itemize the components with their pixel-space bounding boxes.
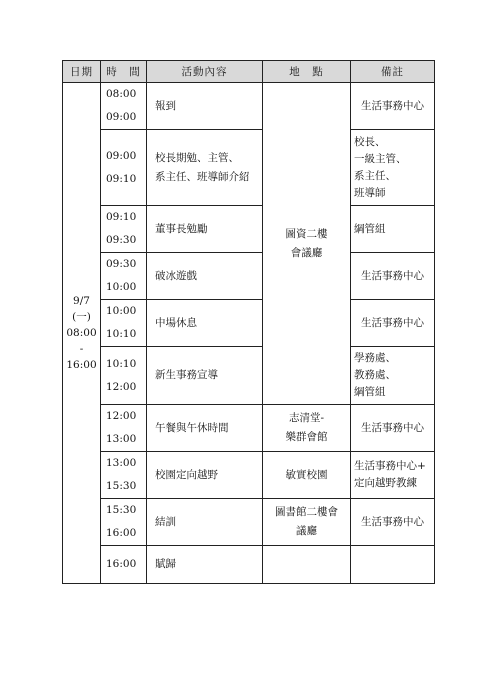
table-row	[63, 253, 435, 300]
header-note: 備註	[351, 61, 435, 83]
note-text: 生活事務中心+	[354, 460, 426, 472]
date-cell	[63, 83, 101, 584]
header-location: 地 點	[263, 61, 351, 83]
header-row	[63, 61, 435, 83]
note-cell	[351, 546, 435, 584]
note-text: 綱管組	[354, 222, 386, 235]
activity-text: 校長期勉、主管、	[155, 151, 239, 164]
date-line: 16:00	[66, 359, 97, 371]
location-cell	[263, 546, 351, 584]
location-cell	[263, 499, 351, 546]
activity-cell	[147, 253, 263, 300]
table-row	[63, 546, 435, 584]
note-text: 生活事務中心	[361, 421, 424, 434]
table-row	[63, 499, 435, 546]
start-time: 10:00	[106, 305, 137, 317]
note-cell	[351, 347, 435, 405]
note-cell	[351, 499, 435, 546]
activity-cell	[147, 347, 263, 405]
time-cell	[101, 452, 147, 499]
time-cell	[101, 253, 147, 300]
note-text: 一級主管、	[354, 152, 407, 165]
activity-cell	[147, 452, 263, 499]
note-cell	[351, 452, 435, 499]
end-time: 13:00	[106, 433, 137, 445]
activity-cell	[147, 300, 263, 347]
activity-cell	[147, 546, 263, 584]
end-time: 16:00	[106, 527, 137, 539]
location-text: 志清堂-	[288, 412, 325, 424]
location-text: 會議廳	[290, 246, 323, 259]
activity-text: 結訓	[155, 515, 176, 528]
header-time: 時 間	[101, 61, 147, 83]
activity-text: 董事長勉勵	[155, 222, 208, 235]
activity-text: 賦歸	[155, 558, 176, 570]
location-cell	[263, 452, 351, 499]
time-cell	[101, 499, 147, 546]
activity-text: 系主任、班導師介紹	[155, 170, 250, 183]
note-text: 系主任、	[354, 169, 396, 182]
activity-cell	[147, 83, 263, 130]
header-date: 日期	[63, 61, 101, 83]
activity-text: 中場休息	[155, 316, 197, 329]
date-line: (一)	[72, 311, 91, 323]
start-time: 16:00	[106, 558, 137, 570]
date-line: 9/7	[73, 295, 90, 307]
note-text: 教務處、	[354, 369, 396, 381]
time-cell	[101, 546, 147, 584]
location-text: 敏實校園	[285, 468, 328, 481]
end-time: 09:30	[106, 234, 137, 246]
note-text: 生活事務中心	[361, 99, 424, 112]
start-time: 09:30	[106, 258, 137, 270]
note-text: 學務處、	[354, 352, 396, 364]
activity-cell	[147, 130, 263, 206]
table-row	[63, 405, 435, 452]
note-text: 綱管組	[354, 386, 386, 398]
date-line: 08:00	[66, 327, 97, 339]
location-cell	[263, 405, 351, 452]
location-text: 議廳	[296, 525, 317, 537]
time-cell	[101, 347, 147, 405]
table-row	[63, 83, 435, 130]
start-time: 09:10	[106, 211, 137, 223]
note-text: 校長、	[354, 135, 386, 148]
location-text: 圖資二樓	[285, 227, 328, 240]
end-time: 15:30	[106, 480, 137, 492]
activity-cell	[147, 405, 263, 452]
activity-cell	[147, 499, 263, 546]
end-time: 10:10	[106, 328, 137, 340]
start-time: 12:00	[106, 410, 137, 422]
time-cell	[101, 405, 147, 452]
header-activity: 活動內容	[147, 61, 263, 83]
end-time: 12:00	[106, 380, 137, 393]
note-cell	[351, 206, 435, 253]
start-time: 09:00	[106, 149, 137, 162]
note-cell	[351, 83, 435, 130]
note-text: 生活事務中心	[361, 269, 424, 282]
start-time: 15:30	[106, 504, 137, 516]
activity-text: 校園定向越野	[155, 468, 218, 481]
activity-text: 破冰遊戲	[155, 269, 197, 282]
start-time: 08:00	[106, 88, 137, 100]
time-cell	[101, 83, 147, 130]
time-cell	[101, 206, 147, 253]
table-row	[63, 130, 435, 206]
activity-text: 報到	[155, 99, 176, 112]
activity-text: 新生事務宣導	[155, 369, 218, 381]
note-text: 生活事務中心	[361, 515, 424, 528]
start-time: 13:00	[106, 457, 137, 469]
table-row	[63, 300, 435, 347]
table-row	[63, 206, 435, 253]
note-text: 班導師	[354, 186, 386, 199]
merged-location-cell	[263, 83, 351, 405]
end-time: 10:00	[106, 281, 137, 293]
activity-text: 午餐與午休時間	[155, 421, 229, 434]
table-row	[63, 347, 435, 405]
activity-cell	[147, 206, 263, 253]
note-cell	[351, 130, 435, 206]
location-text: 圖書館二樓會	[275, 506, 338, 518]
date-line: -	[79, 343, 84, 355]
note-cell	[351, 300, 435, 347]
note-cell	[351, 253, 435, 300]
note-text: 生活事務中心	[361, 316, 424, 329]
table-row	[63, 452, 435, 499]
end-time: 09:00	[106, 111, 137, 123]
start-time: 10:10	[106, 357, 137, 370]
time-cell	[101, 300, 147, 347]
time-cell	[101, 130, 147, 206]
note-text: 定向越野教練	[354, 477, 417, 489]
end-time: 09:10	[106, 172, 137, 185]
location-text: 樂群會館	[285, 431, 328, 443]
note-cell	[351, 405, 435, 452]
schedule-table	[62, 60, 435, 584]
